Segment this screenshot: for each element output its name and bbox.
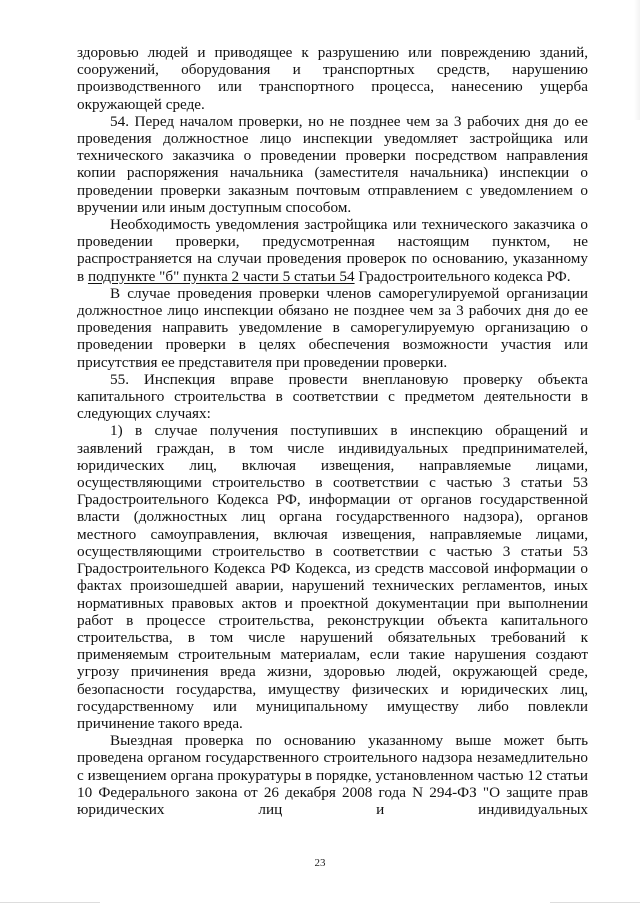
paragraph-text: Градостроительного кодекса РФ. bbox=[354, 267, 571, 285]
paragraph-text: здоровью людей и приводящее к разрушению или повреждению зданий, сооружений, оборудования и транспортных средств, нарушению производственного или транспортного процесса, нанесению ущерба окружающей среде. bbox=[77, 44, 588, 113]
paragraph-clause-55 bbox=[77, 371, 588, 423]
paragraph-text: В случае проведения проверки членов саморегулируемой организации должностное лицо инспекции обязано не позднее чем за 3 рабочих дня до ее проведения направить уведомление в саморегулируемую организацию о проведении проверки в целях обеспечения возможности участия или присутствия ее представителя при проведении проверки. bbox=[77, 284, 588, 371]
paragraph-clause-54 bbox=[77, 113, 588, 216]
document-body bbox=[77, 44, 588, 818]
paragraph-sro-members bbox=[77, 285, 588, 371]
legal-reference-link[interactable]: подпункте "б" пункта 2 части 5 статьи 54 bbox=[87, 267, 355, 285]
scan-bottom-edge bbox=[550, 902, 640, 903]
paragraph-text: Выездная проверка по основанию указанному выше может быть проведена органом государственного строительного надзора незамедлительно с извещением органа прокуратуры в порядке, установленном частью 12 статьи 10 Федерального закона от 26 декабря 2008 года N 294-ФЗ "О защите прав юридических лиц и индивидуальных bbox=[77, 732, 588, 818]
scan-edge-shadow bbox=[634, 0, 640, 120]
scan-bottom-edge bbox=[0, 902, 100, 903]
paragraph-text: 54. Перед началом проверки, но не позднее чем за 3 рабочих дня до ее проведения должностное лицо инспекции уведомляет застройщика или технического заказчика о проведении проверки посредством направления копии распоряжения начальника (заместителя начальника) инспекции о проведении проверки заказным почтовым отправлением с уведомлением о вручении или иным доступным способом. bbox=[77, 112, 588, 216]
paragraph-text: 1) в случае получения поступивших в инспекцию обращений и заявлений граждан, в том числе индивидуальных предпринимателей, юридических лиц, включая извещения, направляемые лицами, осуществляющими строительство в соответствии с частью 3 статьи 53 Градостроительного Кодекса РФ, информации от органов государственной власти (должностных лиц органа государственного надзора), органов местного самоуправления, включая извещения, направляемые лицами, осуществляющими строительство в соответствии с частью 3 статьи 53 Градостроительного Кодекса РФ Кодекса, из средств массовой информации о фактах произошедшей аварии, нарушений технических регламентов, иных нормативных правовых актов и проектной документации при выполнении работ в процессе строительства, реконструкции объекта капитального строительства, в том числе нарушений обязательных требований к применяемым строительным материалам, если такие нарушения создают угрозу причинения вреда жизни, здоровью людей, окружающей среде, безопасности государства, имуществу физических и юридических лиц, государственному или муниципальному имуществу либо повлекли причинение такого вреда. bbox=[77, 422, 588, 732]
paragraph-case-1 bbox=[77, 422, 588, 732]
paragraph-continuation bbox=[77, 44, 588, 113]
page-number: 23 bbox=[314, 857, 326, 869]
paragraph-text: 55. Инспекция вправе провести внеплановую проверку объекта капитального строительства в соответствии с предметом деятельности в следующих случаях: bbox=[77, 370, 588, 423]
paragraph-field-inspection bbox=[77, 732, 588, 818]
paragraph-text: Необходимость уведомления застройщика или технического заказчика о проведении проверки, предусмотренная настоящим пунктом, не распространяется на случаи проведения проверок по основанию, указанному в bbox=[77, 216, 588, 285]
paragraph-notification-exception bbox=[77, 216, 588, 285]
